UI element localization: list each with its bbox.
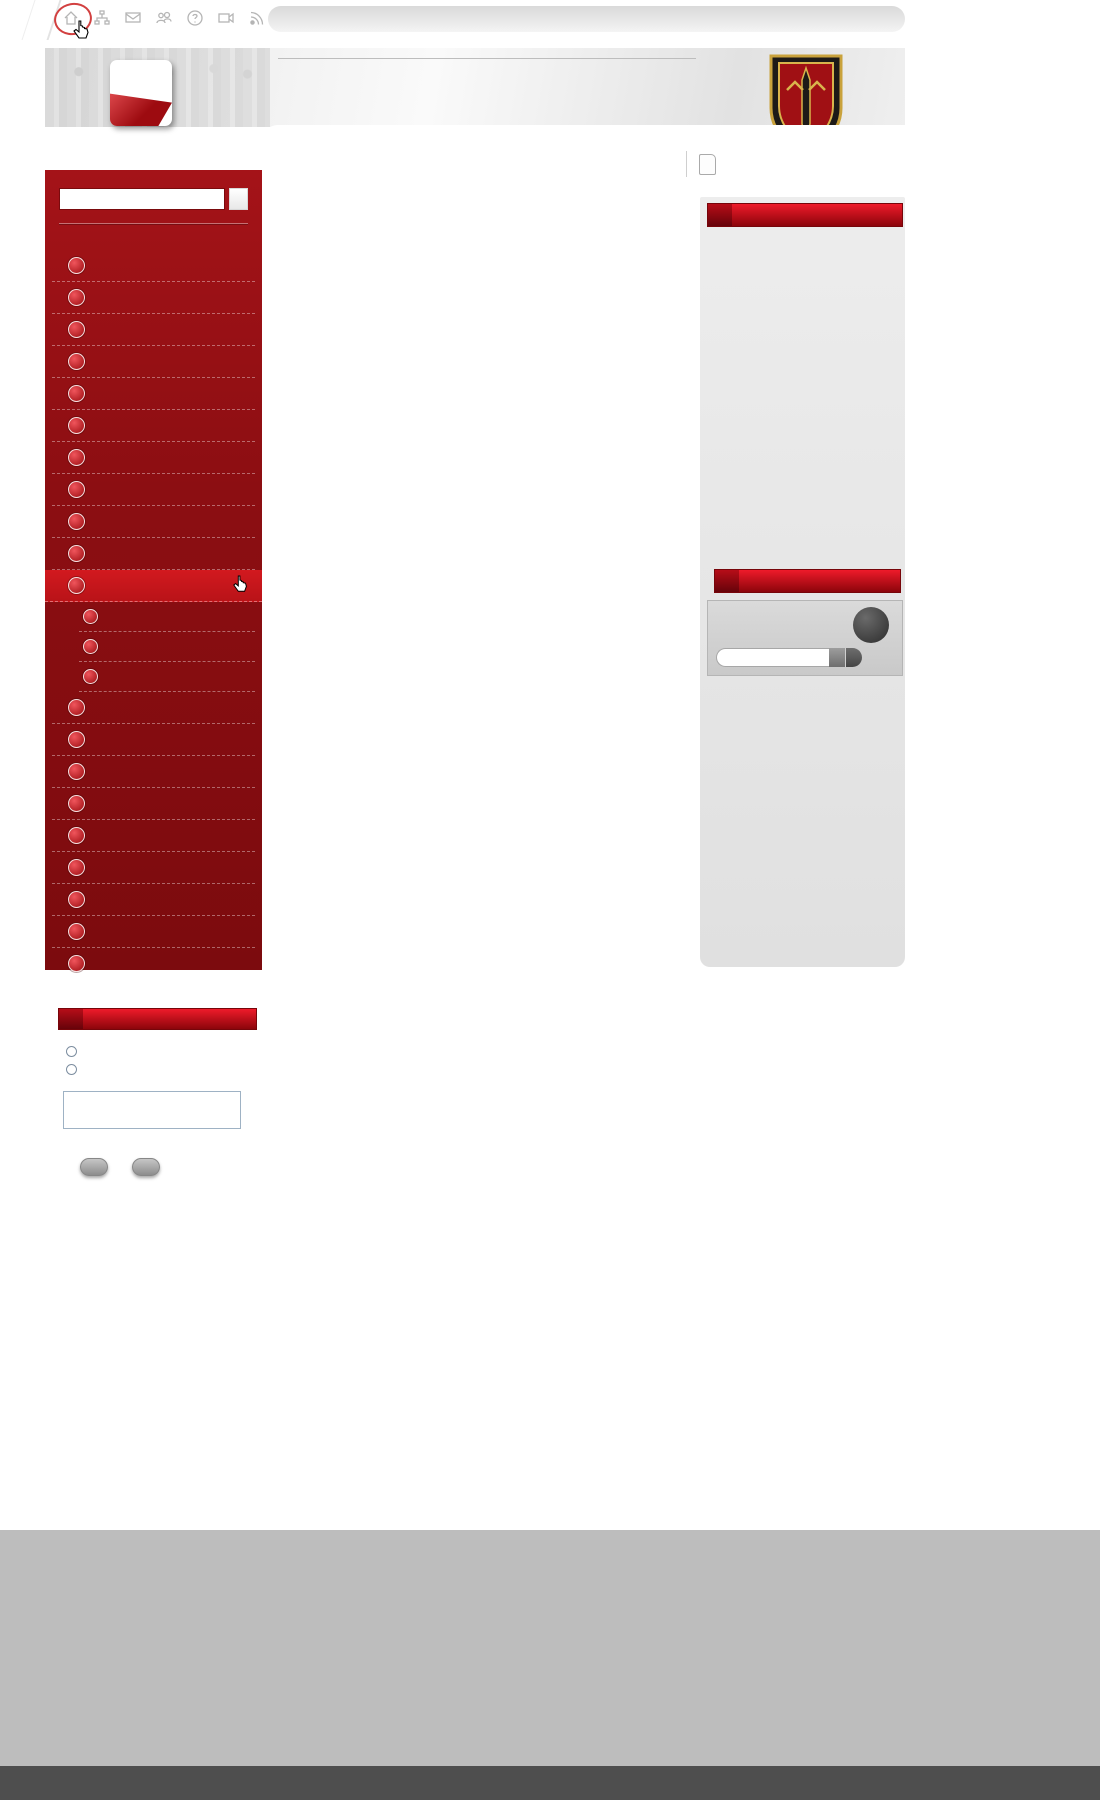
- newsletter-email-input[interactable]: [716, 648, 829, 667]
- poll-results-button[interactable]: [132, 1158, 160, 1176]
- sidebar-item[interactable]: [52, 948, 255, 980]
- arrow-circle-icon: [68, 385, 85, 402]
- topbar: [0, 0, 1100, 40]
- arrow-circle-icon: [68, 289, 85, 306]
- newsletter-header: [714, 569, 901, 593]
- arrow-circle-icon: [68, 859, 85, 876]
- header-banner: [45, 48, 905, 127]
- search-input[interactable]: [59, 188, 225, 210]
- sidebar-item[interactable]: [52, 724, 255, 756]
- sidebar-subitem[interactable]: [79, 662, 255, 692]
- bar-tab-icon: [708, 204, 732, 226]
- sidebar-item[interactable]: [52, 378, 255, 410]
- arrow-circle-icon: [83, 609, 98, 624]
- sidebar-item[interactable]: [52, 474, 255, 506]
- arrow-circle-icon: [68, 795, 85, 812]
- right-sidebar: [700, 197, 905, 967]
- at-icon: [853, 607, 889, 643]
- arrow-circle-icon: [68, 699, 85, 716]
- sidebar-item[interactable]: [52, 538, 255, 570]
- sidebar-item[interactable]: [52, 282, 255, 314]
- help-icon[interactable]: [184, 8, 206, 28]
- newsletter-box: [707, 600, 903, 676]
- arrow-circle-icon: [83, 639, 98, 654]
- arrow-circle-icon: [68, 891, 85, 908]
- arrow-circle-icon: [68, 955, 85, 972]
- arrow-circle-icon: [68, 353, 85, 370]
- page-bottom-background: [0, 1530, 1100, 1800]
- arrow-circle-icon: [83, 669, 98, 684]
- media-icon[interactable]: [215, 8, 237, 28]
- arrow-circle-icon: [68, 257, 85, 274]
- mail-icon[interactable]: [122, 8, 144, 28]
- bar-tab-icon: [59, 1009, 83, 1029]
- arrow-circle-icon: [68, 481, 85, 498]
- recent-header: [707, 203, 903, 227]
- arrow-circle-icon: [68, 763, 85, 780]
- arrow-circle-icon: [68, 513, 85, 530]
- arrow-circle-icon: [68, 449, 85, 466]
- sidebar-subitem[interactable]: [79, 602, 255, 632]
- topbar-icons: [60, 8, 299, 28]
- sidebar-item[interactable]: [52, 788, 255, 820]
- cursor-pointer: [72, 20, 92, 42]
- arrow-circle-icon: [68, 923, 85, 940]
- radio-icon[interactable]: [66, 1064, 77, 1075]
- bar-tab-icon: [715, 570, 739, 592]
- sidebar-subitem[interactable]: [79, 632, 255, 662]
- poll-panel: [58, 1008, 257, 1176]
- arrow-circle-icon: [68, 827, 85, 844]
- page-tools: [686, 151, 734, 177]
- sidebar-item[interactable]: [52, 756, 255, 788]
- sidebar-item[interactable]: [52, 884, 255, 916]
- poll-option-2[interactable]: [66, 1064, 257, 1075]
- poll-option-1[interactable]: [66, 1046, 257, 1057]
- sitemap-icon[interactable]: [91, 8, 113, 28]
- breadcrumb: [268, 6, 905, 32]
- arrow-circle-icon: [68, 577, 85, 594]
- sidebar-item[interactable]: [52, 250, 255, 282]
- sidebar-item[interactable]: [52, 852, 255, 884]
- sidebar-item[interactable]: [52, 442, 255, 474]
- arrow-circle-icon: [68, 545, 85, 562]
- sidebar-item[interactable]: [52, 506, 255, 538]
- newsletter-subscribe-button[interactable]: [829, 648, 846, 667]
- footer: [0, 1766, 1100, 1800]
- sidebar-item[interactable]: [45, 570, 262, 602]
- newsletter-unsubscribe-button[interactable]: [846, 648, 862, 667]
- newsletter-watermark: [708, 601, 902, 606]
- pdf-export-icon[interactable]: [699, 154, 716, 175]
- arrow-circle-icon: [68, 417, 85, 434]
- arrow-circle-icon: [68, 731, 85, 748]
- search-button[interactable]: [229, 188, 248, 210]
- sidebar-item[interactable]: [52, 410, 255, 442]
- sidebar-item[interactable]: [52, 916, 255, 948]
- poll-open-answer-input[interactable]: [63, 1091, 241, 1129]
- users-icon[interactable]: [153, 8, 175, 28]
- header-subtitle: [278, 55, 696, 59]
- rss-icon[interactable]: [246, 8, 268, 28]
- cursor-pointer: [232, 575, 250, 595]
- radio-icon[interactable]: [66, 1046, 77, 1057]
- sidebar-item[interactable]: [52, 820, 255, 852]
- sidebar-item[interactable]: [52, 314, 255, 346]
- sidebar-item[interactable]: [52, 692, 255, 724]
- bip-logo[interactable]: [110, 60, 172, 126]
- sidebar-divider: [59, 223, 248, 224]
- sidebar: [45, 170, 262, 970]
- poll-header: [58, 1008, 257, 1030]
- sidebar-item[interactable]: [52, 346, 255, 378]
- sidebar-menu: [45, 250, 262, 980]
- bip-logo-fold: [110, 90, 172, 126]
- arrow-circle-icon: [68, 321, 85, 338]
- poll-vote-button[interactable]: [80, 1158, 108, 1176]
